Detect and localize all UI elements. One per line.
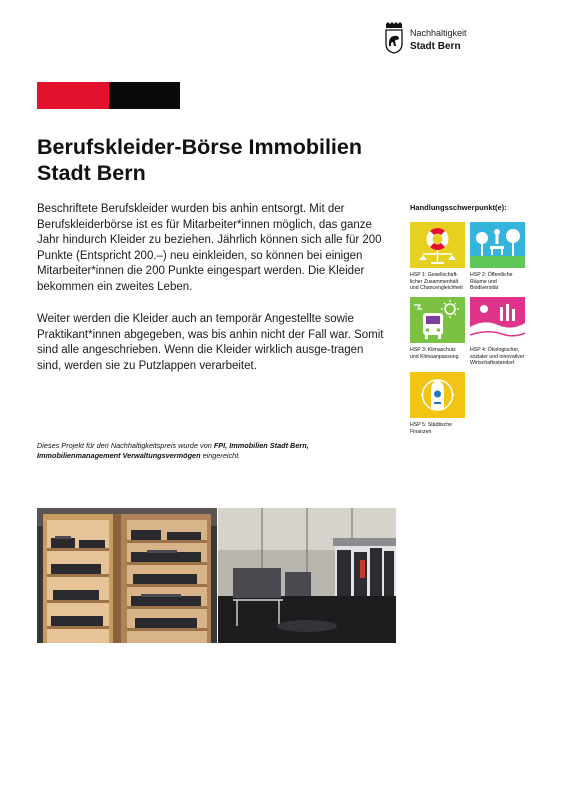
accent-bar-red bbox=[37, 82, 109, 109]
focus-area-hsp4 bbox=[470, 297, 525, 367]
hsp1-label: HSP 1: Gesellschaft- licher Zusammenhalt und Chancengleichheit bbox=[410, 272, 463, 291]
city-logo bbox=[384, 22, 534, 58]
focus-area-hsp2 bbox=[470, 222, 525, 292]
park-trees-icon bbox=[470, 222, 525, 268]
finance-gauge-icon bbox=[410, 372, 465, 418]
hsp2-label: HSP 2: Öffentliche Räume und Biodiversität bbox=[470, 272, 513, 291]
lifebuoy-scale-icon bbox=[410, 222, 465, 268]
hsp4-label: HSP 4: Ökologischer, sozialer und innovativer Wirtschaftsstandort bbox=[470, 347, 525, 366]
bus-sun-icon bbox=[410, 297, 465, 343]
body-text bbox=[37, 202, 387, 391]
photo-illustrations bbox=[37, 508, 396, 643]
hsp3-label: HSP 3: Klimaschutz und Klimaanpassung bbox=[410, 347, 459, 360]
focus-areas-panel bbox=[410, 203, 540, 220]
paragraph-1: Beschriftete Berufskleider wurden bis anhin entsorgt. Mit der Berufskleiderbörse ist es für Mitarbeiter*innen möglich, das ganze Jahr hindurch Kleider zu beziehen. Jährlich können sich alle für 200 Punkte (Entspricht 200.–) neu einkleiden, so können bei einigen Mitarbeiter*innen die 200 Punkte eingespart werden. Die Kleider bekommen ein zweites Leben. bbox=[37, 203, 382, 293]
photo-cloakroom bbox=[218, 508, 396, 643]
photo-wardrobe-shelves bbox=[37, 508, 217, 643]
photo-strip bbox=[37, 508, 396, 643]
title-line1: Berufskleider-Börse Immobilien bbox=[37, 135, 362, 159]
focus-areas-title: Handlungsschwerpunkt(e): bbox=[410, 203, 507, 212]
logo-line2: Stadt Bern bbox=[410, 41, 461, 52]
paragraph-2: Weiter werden die Kleider auch an temporär Angestellte sowie Praktikant*innen abgegeben, was bis anhin nicht der Fall war. Somit sind alle angeschrieben. Wenn die Kleider wirklich ausge-tragen sind, werden sie zu Putzlappen verarbeitet. bbox=[37, 313, 384, 372]
submission-credit bbox=[37, 441, 377, 461]
title-line2: Stadt Bern bbox=[37, 161, 146, 185]
landscape-icon bbox=[470, 297, 525, 343]
focus-area-hsp3 bbox=[410, 297, 465, 360]
credit-suffix: eingereicht. bbox=[200, 451, 241, 460]
focus-area-hsp5 bbox=[410, 372, 465, 435]
focus-area-hsp1 bbox=[410, 222, 465, 292]
credit-organization: FPI, Immobilien Stadt Bern, Immobilienmanagement Verwaltungsvermögen bbox=[37, 441, 309, 460]
page-title bbox=[37, 134, 397, 186]
credit-prefix: Dieses Projekt für den Nachhaltigkeitspreis wurde von bbox=[37, 441, 214, 450]
accent-bar-black bbox=[109, 82, 180, 109]
bern-bear-crest-icon bbox=[384, 22, 404, 54]
hsp5-label: HSP 5: Städtische Finanzen bbox=[410, 422, 453, 435]
logo-line1: Nachhaltigkeit bbox=[410, 28, 467, 38]
